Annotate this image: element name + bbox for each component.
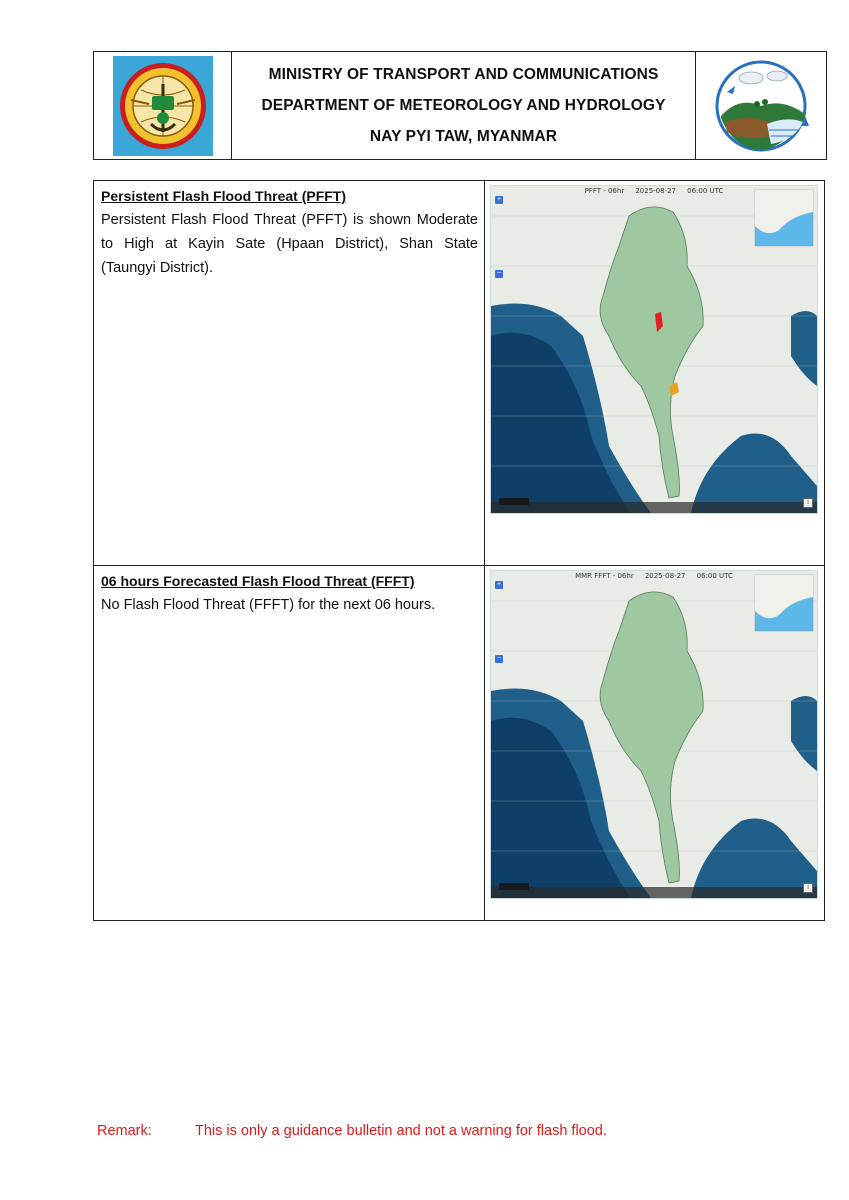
ministry-name: MINISTRY OF TRANSPORT AND COMMUNICATIONS <box>268 66 659 83</box>
bulletin-table <box>93 180 825 921</box>
pfft-map-image <box>491 186 817 513</box>
remark-label: Remark: <box>97 1123 152 1139</box>
left-logo-cell <box>94 52 232 159</box>
location-name: NAY PYI TAW, MYANMAR <box>369 128 558 145</box>
coordinate-strip <box>491 502 817 513</box>
ffft-map-title: MMR FFFT - 06hr 2025-08-27 06:00 UTC <box>575 572 733 580</box>
info-button[interactable]: i <box>803 498 813 508</box>
department-name: DEPARTMENT OF METEOROLOGY AND HYDROLOGY <box>261 97 666 114</box>
ffft-map-cell <box>485 566 824 920</box>
pfft-map[interactable] <box>490 185 818 514</box>
remark <box>97 1123 607 1139</box>
pfft-map-title: PFFT - 06hr 2025-08-27 06:00 UTC <box>584 187 724 195</box>
remark-text: This is only a guidance bulletin and not a warning for flash flood. <box>195 1123 607 1139</box>
pfft-text-cell <box>94 181 485 565</box>
coordinate-strip <box>491 887 817 898</box>
ffft-description: No Flash Flood Threat (FFFT) for the next 06 hours. <box>101 597 436 613</box>
ffft-map[interactable] <box>490 570 818 899</box>
zoom-out-button[interactable]: − <box>496 270 502 277</box>
info-button[interactable]: i <box>803 883 813 893</box>
header-title-cell <box>232 52 696 159</box>
hydrology-cycle-icon <box>709 56 813 156</box>
pfft-map-cell <box>485 181 824 565</box>
scale-bar <box>499 883 529 890</box>
ffft-row <box>94 566 824 920</box>
scale-bar <box>499 498 529 505</box>
zoom-in-button[interactable]: + <box>496 196 502 203</box>
pfft-description: Persistent Flash Flood Threat (PFFT) is shown Moderate to High at Kayin Sate (Hpaan District), Shan State (Taungyi District). <box>101 212 478 276</box>
ffft-map-image <box>491 571 817 898</box>
right-logo-cell <box>696 52 826 159</box>
ffft-title: 06 hours Forecasted Flash Flood Threat (FFFT) <box>101 573 415 589</box>
zoom-out-button[interactable]: − <box>496 655 502 662</box>
pfft-title: Persistent Flash Flood Threat (PFFT) <box>101 188 347 204</box>
ffft-text-cell <box>94 566 485 920</box>
bulletin-header <box>93 51 827 160</box>
pfft-row <box>94 181 824 566</box>
ministry-emblem-icon <box>111 54 215 158</box>
zoom-in-button[interactable]: + <box>496 581 502 588</box>
